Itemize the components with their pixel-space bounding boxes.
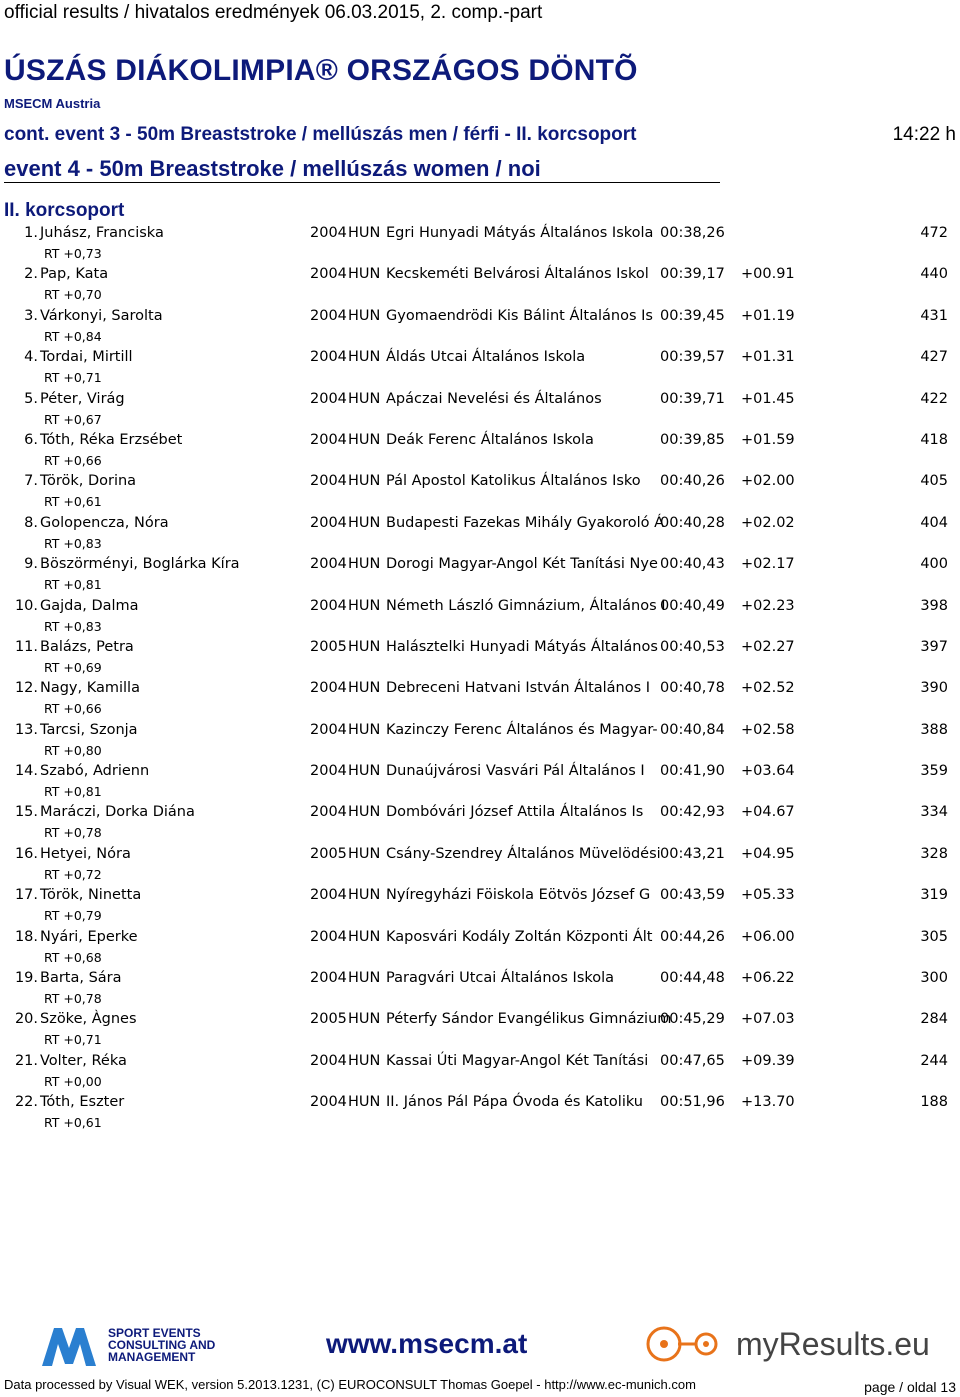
result-nat: HUN xyxy=(348,349,381,366)
result-name: Szöke, Àgnes xyxy=(40,1011,137,1028)
result-row xyxy=(0,472,960,513)
result-nat: HUN xyxy=(348,1052,381,1069)
result-points: 359 xyxy=(920,763,948,780)
result-time: 00:39,45 xyxy=(660,307,725,324)
result-place: 1. xyxy=(24,225,38,241)
result-points: 390 xyxy=(920,680,948,697)
result-time: 00:44,26 xyxy=(660,928,725,945)
result-time: 00:47,65 xyxy=(660,1052,725,1069)
result-diff: +02.27 xyxy=(741,638,795,655)
result-row xyxy=(0,348,960,389)
continued-event: cont. event 3 - 50m Breaststroke / mellúszás men / férfi - II. korcsoport xyxy=(4,124,637,145)
result-diff: +02.23 xyxy=(741,597,795,614)
page-number: page / oldal 13 xyxy=(864,1379,956,1395)
result-year: 2004 xyxy=(310,266,347,283)
result-reaction-time: RT +0,00 xyxy=(44,1073,102,1089)
organizer: MSECM Austria xyxy=(4,96,101,111)
result-nat: HUN xyxy=(348,721,381,738)
result-name: Török, Ninetta xyxy=(40,887,142,904)
result-place: 18. xyxy=(14,928,38,945)
result-row xyxy=(0,886,960,927)
result-row xyxy=(0,1010,960,1051)
result-place: 6. xyxy=(24,431,38,448)
result-name: Böszörményi, Boglárka Kíra xyxy=(40,556,240,573)
result-nat: HUN xyxy=(348,307,381,324)
result-name: Volter, Réka xyxy=(40,1052,127,1069)
result-time: 00:39,71 xyxy=(660,390,725,407)
result-points: 244 xyxy=(920,1052,948,1069)
result-reaction-time: RT +0,83 xyxy=(44,535,102,551)
result-place: 8. xyxy=(24,514,38,531)
result-place: 21. xyxy=(14,1052,38,1069)
result-diff: +09.39 xyxy=(741,1052,795,1069)
result-year: 2005 xyxy=(310,638,347,655)
result-name: Pap, Kata xyxy=(40,266,109,283)
result-points: 188 xyxy=(920,1094,948,1111)
result-place: 3. xyxy=(24,307,38,324)
result-time: 00:40,84 xyxy=(660,721,725,738)
event-title: event 4 - 50m Breaststroke / mellúszás women / noi xyxy=(4,156,541,181)
result-reaction-time: RT +0,67 xyxy=(44,411,102,427)
result-points: 472 xyxy=(920,225,948,241)
result-row xyxy=(0,265,960,306)
result-name: Maráczi, Dorka Diána xyxy=(40,804,195,821)
result-reaction-time: RT +0,79 xyxy=(44,908,102,924)
result-name: Golopencza, Nóra xyxy=(40,514,169,531)
result-points: 397 xyxy=(920,638,948,655)
result-points: 284 xyxy=(920,1011,948,1028)
msecm-logo-icon xyxy=(40,1326,98,1366)
result-club: II. János Pál Pápa Óvoda és Katoliku xyxy=(386,1094,643,1111)
result-diff: +01.31 xyxy=(741,349,795,366)
result-row xyxy=(0,679,960,720)
result-diff: +02.17 xyxy=(741,556,795,573)
result-year: 2004 xyxy=(310,514,347,531)
result-points: 388 xyxy=(920,721,948,738)
result-nat: HUN xyxy=(348,473,381,490)
result-reaction-time: RT +0,72 xyxy=(44,866,102,882)
result-club: Budapesti Fazekas Mihály Gyakoroló Á xyxy=(386,514,665,531)
result-year: 2004 xyxy=(310,473,347,490)
result-row xyxy=(0,928,960,969)
result-nat: HUN xyxy=(348,970,381,987)
result-time: 00:40,43 xyxy=(660,556,725,573)
result-diff: +03.64 xyxy=(741,763,795,780)
website-link[interactable]: www.msecm.at xyxy=(326,1328,528,1359)
result-points: 422 xyxy=(920,390,948,407)
result-row xyxy=(0,431,960,472)
result-name: Szabó, Adrienn xyxy=(40,763,150,780)
result-club: Péterfy Sándor Evangélikus Gimnázium xyxy=(386,1011,672,1028)
result-diff: +02.52 xyxy=(741,680,795,697)
result-nat: HUN xyxy=(348,1011,381,1028)
result-year: 2004 xyxy=(310,431,347,448)
result-name: Hetyei, Nóra xyxy=(40,845,131,862)
result-row xyxy=(0,969,960,1010)
result-year: 2004 xyxy=(310,225,347,241)
result-name: Balázs, Petra xyxy=(40,638,134,655)
result-nat: HUN xyxy=(348,1094,381,1111)
result-place: 11. xyxy=(14,638,38,655)
result-diff: +07.03 xyxy=(741,1011,795,1028)
result-name: Juhász, Franciska xyxy=(40,225,164,241)
result-diff: +01.19 xyxy=(741,307,795,324)
result-year: 2004 xyxy=(310,763,347,780)
result-points: 328 xyxy=(920,845,948,862)
result-time: 00:40,49 xyxy=(660,597,725,614)
result-name: Péter, Virág xyxy=(40,390,125,407)
result-name: Barta, Sára xyxy=(40,970,122,987)
result-name: Tarcsi, Szonja xyxy=(40,721,138,738)
result-nat: HUN xyxy=(348,928,381,945)
result-club: Dunaújvárosi Vasvári Pál Általános I xyxy=(386,763,645,780)
result-reaction-time: RT +0,68 xyxy=(44,949,102,965)
report-time: 14:22 h xyxy=(892,124,956,145)
result-time: 00:43,59 xyxy=(660,887,725,904)
result-row xyxy=(0,514,960,555)
result-row xyxy=(0,390,960,431)
result-nat: HUN xyxy=(348,266,381,283)
result-club: Dombóvári József Attila Általános Is xyxy=(386,804,644,821)
result-reaction-time: RT +0,66 xyxy=(44,701,102,717)
result-club: Apáczai Nevelési és Általános xyxy=(386,390,602,407)
result-reaction-time: RT +0,61 xyxy=(44,1115,102,1131)
sponsor-logos xyxy=(0,1320,960,1368)
result-reaction-time: RT +0,80 xyxy=(44,742,102,758)
result-row xyxy=(0,597,960,638)
sport-events-logo-text: SPORT EVENTS CONSULTING AND MANAGEMENT xyxy=(108,1326,216,1364)
result-nat: HUN xyxy=(348,597,381,614)
result-nat: HUN xyxy=(348,556,381,573)
result-club: Kassai Úti Magyar-Angol Két Tanítási xyxy=(386,1052,649,1069)
result-year: 2004 xyxy=(310,390,347,407)
result-row xyxy=(0,555,960,596)
result-points: 431 xyxy=(920,307,948,324)
result-diff: +06.00 xyxy=(741,928,795,945)
result-time: 00:38,26 xyxy=(660,225,725,241)
result-place: 20. xyxy=(14,1011,38,1028)
result-row xyxy=(0,307,960,348)
result-name: Nyári, Eperke xyxy=(40,928,138,945)
result-club: Halásztelki Hunyadi Mátyás Általános xyxy=(386,638,658,655)
result-reaction-time: RT +0,81 xyxy=(44,577,102,593)
footer-processed: Data processed by Visual WEK, version 5.2013.1231, (C) EUROCONSULT Thomas Goepel - http://www.ec-munich.com xyxy=(4,1377,696,1392)
result-year: 2004 xyxy=(310,1094,347,1111)
result-nat: HUN xyxy=(348,845,381,862)
result-reaction-time: RT +0,61 xyxy=(44,494,102,510)
result-time: 00:40,26 xyxy=(660,473,725,490)
result-reaction-time: RT +0,66 xyxy=(44,452,102,468)
result-diff: +00.91 xyxy=(741,266,795,283)
result-name: Várkonyi, Sarolta xyxy=(40,307,163,324)
result-club: Áldás Utcai Általános Iskola xyxy=(386,349,586,366)
result-points: 334 xyxy=(920,804,948,821)
myresults-logo-text: myResults.eu xyxy=(736,1326,930,1362)
result-year: 2004 xyxy=(310,597,347,614)
result-reaction-time: RT +0,84 xyxy=(44,328,102,344)
result-name: Nagy, Kamilla xyxy=(40,680,140,697)
result-year: 2004 xyxy=(310,928,347,945)
result-time: 00:44,48 xyxy=(660,970,725,987)
result-diff: +02.58 xyxy=(741,721,795,738)
event-underline xyxy=(4,182,720,183)
result-reaction-time: RT +0,69 xyxy=(44,659,102,675)
result-diff: +02.02 xyxy=(741,514,795,531)
result-club: Deák Ferenc Általános Iskola xyxy=(386,431,594,448)
result-reaction-time: RT +0,81 xyxy=(44,784,102,800)
result-reaction-time: RT +0,71 xyxy=(44,370,102,386)
result-year: 2005 xyxy=(310,845,347,862)
result-points: 418 xyxy=(920,431,948,448)
result-points: 319 xyxy=(920,887,948,904)
result-year: 2004 xyxy=(310,804,347,821)
result-club: Kaposvári Kodály Zoltán Központi Ált xyxy=(386,928,653,945)
result-reaction-time: RT +0,78 xyxy=(44,825,102,841)
result-place: 16. xyxy=(14,845,38,862)
result-club: Dorogi Magyar-Angol Két Tanítási Nye xyxy=(386,556,658,573)
result-points: 305 xyxy=(920,928,948,945)
result-place: 22. xyxy=(14,1094,38,1111)
result-points: 398 xyxy=(920,597,948,614)
result-points: 300 xyxy=(920,970,948,987)
result-place: 10. xyxy=(14,597,38,614)
result-name: Gajda, Dalma xyxy=(40,597,139,614)
result-nat: HUN xyxy=(348,887,381,904)
result-reaction-time: RT +0,83 xyxy=(44,618,102,634)
result-row xyxy=(0,1052,960,1093)
result-place: 5. xyxy=(24,390,38,407)
result-diff: +02.00 xyxy=(741,473,795,490)
result-diff: +01.59 xyxy=(741,431,795,448)
result-place: 4. xyxy=(24,349,38,366)
result-time: 00:40,28 xyxy=(660,514,725,531)
result-row xyxy=(0,845,960,886)
result-time: 00:51,96 xyxy=(660,1094,725,1111)
result-club: Debreceni Hatvani István Általános I xyxy=(386,680,651,697)
result-points: 405 xyxy=(920,473,948,490)
result-year: 2004 xyxy=(310,1052,347,1069)
result-reaction-time: RT +0,78 xyxy=(44,991,102,1007)
result-club: Nyíregyházi Föiskola Eötvös József G xyxy=(386,887,651,904)
result-points: 440 xyxy=(920,266,948,283)
result-place: 7. xyxy=(24,473,38,490)
result-year: 2004 xyxy=(310,307,347,324)
result-diff: +01.45 xyxy=(741,390,795,407)
result-time: 00:45,29 xyxy=(660,1011,725,1028)
result-diff: +05.33 xyxy=(741,887,795,904)
result-time: 00:39,57 xyxy=(660,349,725,366)
result-place: 17. xyxy=(14,887,38,904)
result-name: Török, Dorina xyxy=(40,473,137,490)
result-year: 2004 xyxy=(310,349,347,366)
result-place: 19. xyxy=(14,970,38,987)
result-time: 00:40,78 xyxy=(660,680,725,697)
result-year: 2004 xyxy=(310,721,347,738)
result-nat: HUN xyxy=(348,763,381,780)
age-group: II. korcsoport xyxy=(4,200,125,221)
result-diff: +13.70 xyxy=(741,1094,795,1111)
result-club: Csány-Szendrey Általános Müvelödési xyxy=(386,845,661,862)
result-row xyxy=(0,803,960,844)
page-title: ÚSZÁS DIÁKOLIMPIA® ORSZÁGOS DÖNTÕ xyxy=(4,54,638,87)
result-time: 00:39,85 xyxy=(660,431,725,448)
result-nat: HUN xyxy=(348,638,381,655)
result-nat: HUN xyxy=(348,680,381,697)
result-diff: +06.22 xyxy=(741,970,795,987)
result-year: 2004 xyxy=(310,970,347,987)
result-place: 9. xyxy=(24,556,38,573)
results-header-line: official results / hivatalos eredmények 06.03.2015, 2. comp.-part xyxy=(4,2,543,23)
result-place: 13. xyxy=(14,721,38,738)
result-club: Paragvári Utcai Általános Iskola xyxy=(386,970,615,987)
myresults-logo-icon xyxy=(644,1324,734,1364)
result-row xyxy=(0,1093,960,1134)
result-name: Tordai, Mirtill xyxy=(40,349,133,366)
result-nat: HUN xyxy=(348,431,381,448)
result-nat: HUN xyxy=(348,514,381,531)
result-reaction-time: RT +0,73 xyxy=(44,246,102,261)
result-name: Tóth, Eszter xyxy=(40,1094,125,1111)
result-club: Németh László Gimnázium, Általános I xyxy=(386,597,666,614)
result-place: 12. xyxy=(14,680,38,697)
result-year: 2005 xyxy=(310,1011,347,1028)
result-club: Kecskeméti Belvárosi Általános Iskol xyxy=(386,266,649,283)
result-time: 00:43,21 xyxy=(660,845,725,862)
result-points: 404 xyxy=(920,514,948,531)
result-year: 2004 xyxy=(310,680,347,697)
result-row xyxy=(0,721,960,762)
result-time: 00:39,17 xyxy=(660,266,725,283)
result-reaction-time: RT +0,70 xyxy=(44,287,102,303)
result-row xyxy=(0,762,960,803)
result-diff: +04.67 xyxy=(741,804,795,821)
result-year: 2004 xyxy=(310,556,347,573)
result-time: 00:40,53 xyxy=(660,638,725,655)
result-time: 00:41,90 xyxy=(660,763,725,780)
result-club: Kazinczy Ferenc Általános és Magyar- xyxy=(386,721,658,738)
result-nat: HUN xyxy=(348,390,381,407)
result-club: Egri Hunyadi Mátyás Általános Iskola xyxy=(386,225,654,241)
result-points: 427 xyxy=(920,349,948,366)
result-points: 400 xyxy=(920,556,948,573)
result-time: 00:42,93 xyxy=(660,804,725,821)
result-nat: HUN xyxy=(348,225,381,241)
result-club: Gyomaendrödi Kis Bálint Általános Is xyxy=(386,307,653,324)
result-club: Pál Apostol Katolikus Általános Isko xyxy=(386,473,641,490)
result-nat: HUN xyxy=(348,804,381,821)
results-list xyxy=(0,224,960,1135)
result-reaction-time: RT +0,71 xyxy=(44,1032,102,1048)
result-place: 2. xyxy=(24,266,38,283)
result-name: Tóth, Réka Erzsébet xyxy=(40,431,183,448)
result-place: 14. xyxy=(14,763,38,780)
result-row xyxy=(0,638,960,679)
result-diff: +04.95 xyxy=(741,845,795,862)
result-year: 2004 xyxy=(310,887,347,904)
result-place: 15. xyxy=(14,804,38,821)
result-row xyxy=(0,224,960,265)
